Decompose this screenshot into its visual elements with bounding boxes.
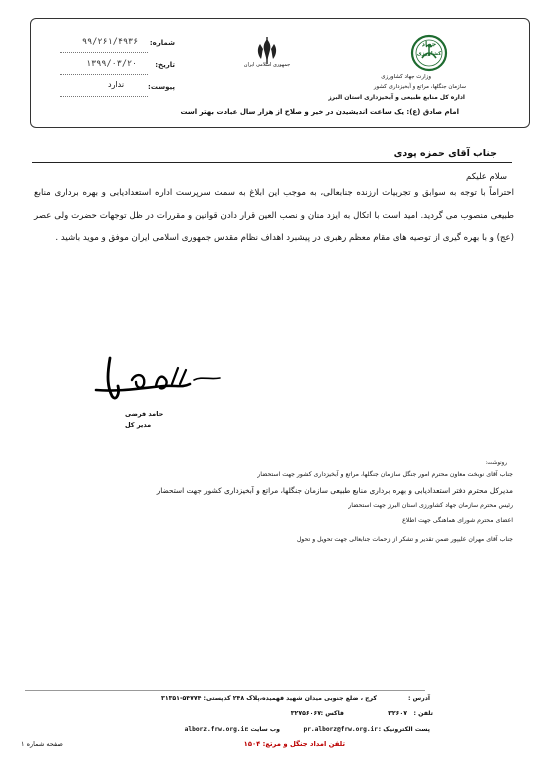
greeting: سلام علیکم (466, 172, 507, 182)
address-value: کرج ، ضلع جنوبی میدان شهید فهمیده،پلاک ۲۴۸ کدپستی: ۵۴۷۷۴-۳۱۳۵۱ (161, 695, 377, 702)
number-value: ۹۹/۲۶۱/۴۹۳۶ (82, 37, 139, 47)
address-label: آدرس : (407, 695, 430, 702)
email-link[interactable]: pr.alborz@frw.org.ir (303, 726, 378, 733)
number-label: شماره: (149, 39, 175, 47)
date-value: ۱۳۹۹/۰۳/۲۰ (86, 59, 138, 69)
organization-name: سازمان جنگلها، مراتع و آبخیزداری کشور (373, 84, 466, 90)
website-link[interactable]: alborz.frw.org.ir (184, 726, 248, 733)
fax-label: فاکس : (320, 710, 344, 717)
email-label: پست الکترونیک : (378, 726, 430, 733)
attachment-value: ندارد (108, 80, 125, 89)
ministry-name: وزارت جهاد کشاورزی (381, 74, 431, 80)
org-logo-label-2: کشاورزی (416, 51, 442, 57)
date-label: تاریخ: (155, 61, 175, 69)
emblem-caption: جمهوری اسلامی ایران (243, 62, 291, 68)
header-quote: امام صادق (ع): یک ساعت اندیشیدن در خیر و صلاح از هزار سال عبادت بهتر است (180, 108, 459, 116)
attachment-label: پیوست: (148, 83, 175, 91)
copy-recipient: اعضای محترم شورای هماهنگی جهت اطلاع (402, 517, 513, 524)
handwritten-signature (90, 350, 230, 412)
copy-recipient: رئیس محترم سازمان جهاد کشاورزی استان البرز جهت استحضار (348, 502, 513, 509)
page-number: صفحه شماره ۱ (21, 740, 63, 748)
copy-recipient: مدیرکل محترم دفتر استعدادیابی و بهره برداری منابع طبیعی سازمان جنگلها، مراتع و آبخیزداری کشور جهت استحضار (156, 486, 513, 495)
footer-divider (25, 690, 425, 691)
forest-hotline: تلفن امداد جنگل و مرتع: ۱۵۰۴ (243, 740, 345, 748)
copy-recipient: جناب آقای مهران علیپور ضمن تقدیر و تشکر از زحمات جنابعالی جهت تحویل و تحول (296, 536, 513, 543)
phone-value: ۳۲۶۰۷ (388, 710, 407, 717)
title-divider (32, 162, 512, 163)
attachment-line (60, 84, 148, 97)
department-name: اداره کل منابع طبیعی و آبخیزداری استان البرز (328, 94, 465, 101)
signer-name: حامد فرضی (125, 410, 164, 418)
letter-body: احتراماً با توجه به سوابق و تجربیات ارزنده جنابعالی، به موجب این ابلاغ به سمت سرپرست اداره استعدادیابی و بهره برداری منابع طبیعی منصوب می گردید. امید است با اتکال به ایزد منان و نصب العین قرار دادن قوانین و مقررات در ظل توجهات حضرت ولی عصر (عج) و با بهره گیری از توصیه های مقام معظم رهبری در پیشبرد اهداف نظام مقدس جمهوری اسلامی ایران موفق و موید باشید . (34, 188, 514, 243)
fax-value: ۳۲۷۵۶۰۶۷ (290, 710, 321, 717)
signer-title: مدیر کل (125, 421, 152, 429)
website-label: وب سایت : (245, 726, 280, 733)
copy-recipient: جناب آقای نوبخت معاون محترم امور جنگل سازمان جنگلها، مراتع و آبخیزداری کشور جهت استحضار (257, 471, 513, 478)
phone-label: تلفن : (413, 710, 433, 717)
copies-heading: رونوشت: (485, 460, 507, 466)
addressee: جناب آقای حمزه پودی (393, 148, 497, 159)
org-logo-label-1: جهاد (421, 40, 437, 48)
